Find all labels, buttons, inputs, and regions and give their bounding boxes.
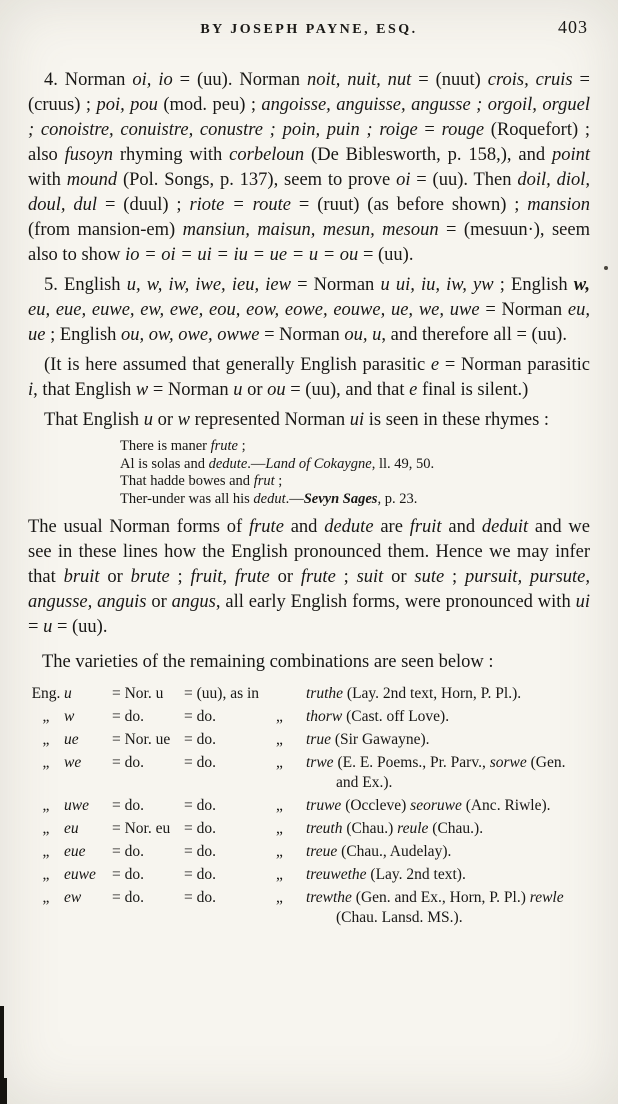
quote-line: There is maner frute ;	[120, 438, 246, 454]
table-row	[28, 888, 590, 928]
table-row	[28, 796, 590, 816]
eng-label: „	[42, 797, 50, 814]
ditto-mark: „	[276, 797, 283, 814]
example-text: treuwethe (Lay. 2nd text).	[306, 866, 466, 883]
quote-line: That hadde bowes and frut ;	[120, 473, 283, 489]
norman-value: = Nor. u	[112, 685, 164, 702]
ditto-mark: „	[276, 866, 283, 883]
eng-label: Eng.	[31, 685, 61, 702]
norman-value: = do.	[112, 889, 144, 906]
norman-value: = do.	[112, 866, 144, 883]
eng-combination: ue	[64, 731, 79, 748]
example-text: trwe (E. E. Poems., Pr. Parv., sorwe (Gen. and Ex.).	[306, 754, 566, 791]
rhymes-intro: That English u or w represented Norman ui is seen in these rhymes :	[44, 410, 550, 430]
eng-label: „	[42, 820, 50, 837]
eng-combination: eue	[64, 843, 86, 860]
quote-line: Ther-under was all his dedut.—Sevyn Sages, p. 23.	[120, 490, 418, 507]
example-text: trewthe (Gen. and Ex., Horn, P. Pl.) rewle (Chau. Lansd. MS.).	[306, 889, 564, 926]
norman-value: = do.	[112, 754, 144, 771]
sound-value: = (uu), as in	[184, 685, 260, 702]
table-row	[28, 707, 590, 727]
usual-forms-paragraph: The usual Norman forms of frute and dedute are fruit and deduit and we see in these lines how the English pronounced them. Hence we may infer that bruit or brute ; fruit, frute or frute ; suit or sute ; pursuit, pursute, angusse, anguis or angus, all early English forms, were pronounced with ui = u = (uu).	[28, 517, 591, 637]
eng-combination: we	[64, 754, 82, 771]
combinations-table	[28, 684, 590, 928]
ditto-mark: „	[276, 820, 283, 837]
sound-value: = do.	[184, 820, 216, 837]
eng-label: „	[42, 731, 50, 748]
table-row	[28, 865, 590, 885]
rhyme-quote	[120, 438, 590, 508]
assumption-note: (It is here assumed that generally English parasitic e = Norman parasitic i, that English w = Norman u or ou = (uu), and that e final is silent.)	[28, 355, 590, 400]
norman-value: = Nor. eu	[112, 820, 171, 837]
example-text: treuth (Chau.) reule (Chau.).	[306, 820, 484, 837]
eng-label: „	[42, 708, 50, 725]
sound-value: = do.	[184, 754, 216, 771]
example-text: treue (Chau., Audelay).	[306, 843, 452, 860]
eng-combination: ew	[64, 889, 82, 906]
ink-spot-artifact	[604, 266, 608, 270]
page-number: 403	[558, 17, 588, 37]
paragraph-4: 4. Norman oi, io = (uu). Norman noit, nuit, nut = (nuut) crois, cruis = (cruus) ; poi, pou (mod. peu) ; angoisse, anguisse, angusse ; orgoil, orguel ; conoistre, conuistre, conustre ; poin, puin ; roige = rouge (Roquefort) ; also fusoyn rhyming with corbeloun (De Biblesworth, p. 158,), and point with mound (Pol. Songs, p. 137), seem to prove oi = (uu). Then doil, diol, doul, dul = (duul) ; riote = route = (ruut) (as before shown) ; mansion (from mansion-em) mansiun, maisun, mesun, mesoun = (mesuun·), seem also to show io = oi = ui = iu = ue = u = ou = (uu).	[28, 70, 591, 265]
eng-label: „	[42, 843, 50, 860]
scan-edge-artifact	[0, 1078, 7, 1104]
eng-combination: w	[64, 708, 75, 725]
sound-value: = do.	[184, 866, 216, 883]
norman-value: = do.	[112, 708, 144, 725]
example-text: truthe (Lay. 2nd text, Horn, P. Pl.).	[306, 685, 522, 702]
eng-label: „	[42, 866, 50, 883]
table-row	[28, 684, 590, 704]
ditto-mark: „	[276, 754, 283, 771]
table-row	[28, 753, 590, 793]
eng-label: „	[42, 889, 50, 906]
ditto-mark: „	[276, 731, 283, 748]
eng-combination: u	[64, 685, 72, 702]
sound-value: = do.	[184, 708, 216, 725]
norman-value: = do.	[112, 843, 144, 860]
eng-combination: eu	[64, 820, 79, 837]
example-text: true (Sir Gawayne).	[306, 731, 430, 748]
sound-value: = do.	[184, 731, 216, 748]
example-text: thorw (Cast. off Love).	[306, 708, 450, 725]
norman-value: = do.	[112, 797, 144, 814]
page-header	[28, 0, 590, 46]
table-row	[28, 842, 590, 862]
ditto-mark: „	[276, 843, 283, 860]
sound-value: = do.	[184, 843, 216, 860]
norman-value: = Nor. ue	[112, 731, 171, 748]
eng-combination: euwe	[64, 866, 96, 883]
table-row	[28, 819, 590, 839]
eng-label: „	[42, 754, 50, 771]
varieties-intro: The varieties of the remaining combinations are seen below :	[42, 652, 494, 672]
quote-line: Al is solas and dedute.—Land of Cokaygne, ll. 49, 50.	[120, 455, 435, 472]
table-row	[28, 730, 590, 750]
example-text: truwe (Occleve) seoruwe (Anc. Riwle).	[306, 797, 551, 814]
sound-value: = do.	[184, 889, 216, 906]
running-title: BY JOSEPH PAYNE, ESQ.	[200, 22, 418, 37]
ditto-mark: „	[276, 889, 283, 906]
sound-value: = do.	[184, 797, 216, 814]
paragraph-5: 5. English u, w, iw, iwe, ieu, iew = Norman u ui, iu, iw, yw ; English w, eu, eue, euwe, ew, ewe, eou, eow, eowe, eouwe, ue, we, uwe = Norman eu, ue ; English ou, ow, owe, owwe = Norman ou, u, and therefore all = (uu).	[28, 275, 591, 345]
eng-combination: uwe	[64, 797, 89, 814]
ditto-mark: „	[276, 708, 283, 725]
